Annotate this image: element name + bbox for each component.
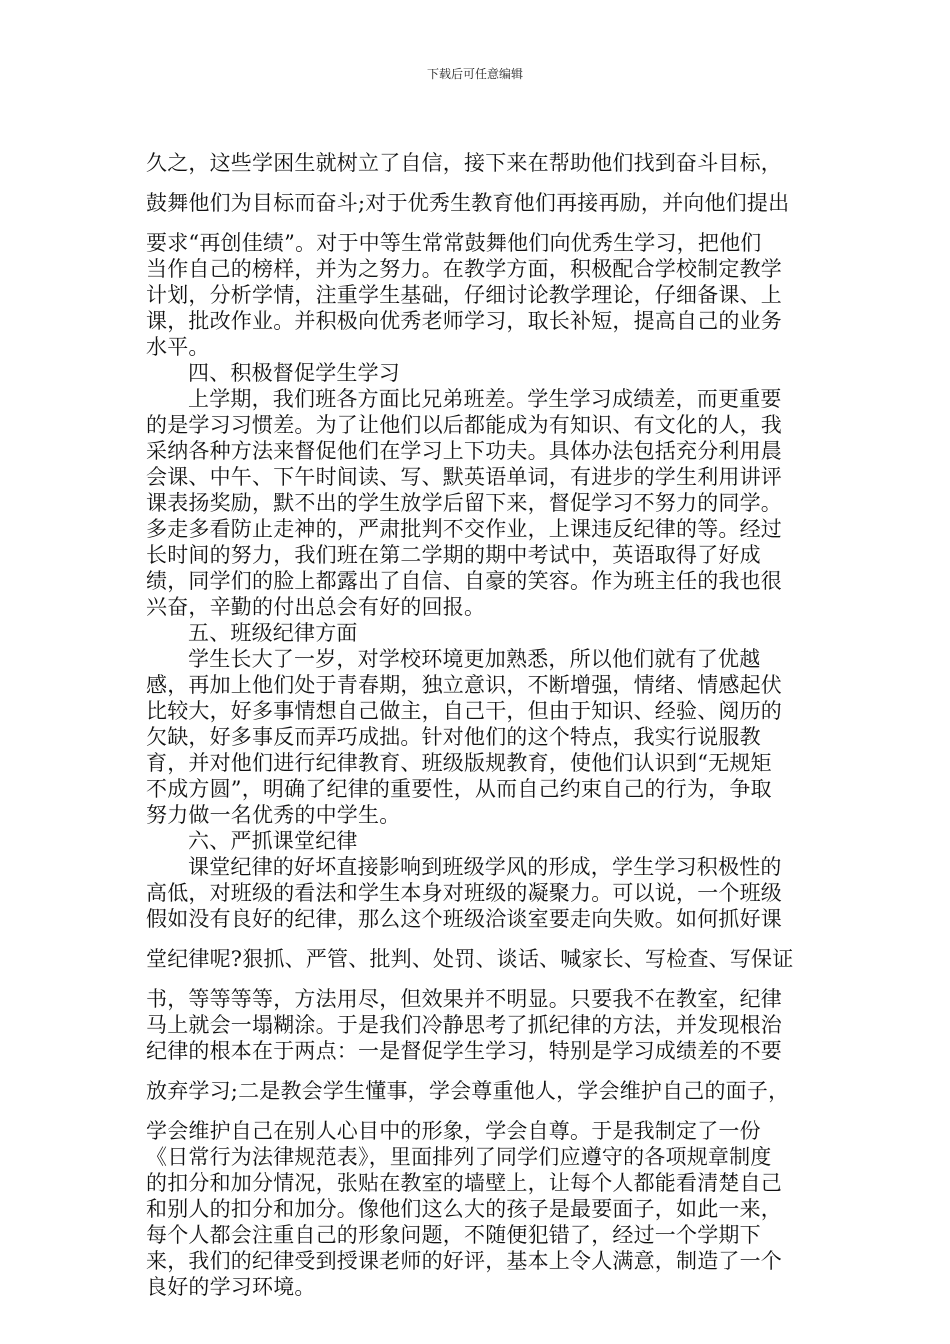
- page-header-note: 下载后可任意编辑: [426, 67, 523, 81]
- paragraph-line: 课堂纪律的好坏直接影响到班级学风的形成，学生学习积极性的: [188, 855, 782, 879]
- paragraph-line: 课表扬奖励，默不出的学生放学后留下来，督促学习不努力的同学。: [146, 491, 782, 515]
- paragraph-line: 来，我们的纪律受到授课老师的好评，基本上令人满意，制造了一个: [146, 1249, 782, 1273]
- paragraph-line: 假如没有良好的纪律，那么这个班级洽谈室要走向失败。如何抓好课: [146, 907, 782, 931]
- paragraph-line: 书，等等等等，方法用尽，但效果并不明显。只要我不在教室，纪律: [146, 987, 782, 1011]
- paragraph-line: 堂纪律呢?狠抓、严管、批判、处罚、谈话、喊家长、写检查、写保证: [146, 947, 794, 971]
- paragraph-line: 良好的学习环境。: [146, 1275, 316, 1299]
- paragraph-line: 感，再加上他们处于青春期，独立意识，不断增强，情绪、情感起伏: [146, 673, 782, 697]
- paragraph-line: 的扣分和加分情况，张贴在教室的墙壁上，让每个人都能看清楚自己: [146, 1171, 782, 1195]
- paragraph-line: 放弃学习;二是教会学生懂事，学会尊重他人，学会维护自己的面子，: [146, 1079, 790, 1103]
- paragraph-line: 兴奋，辛勤的付出总会有好的回报。: [146, 595, 486, 619]
- section-heading: 五、班级纪律方面: [188, 621, 358, 645]
- paragraph-line: 《日常行为法律规范表》，里面排列了同学们应遵守的各项规章制度: [146, 1145, 772, 1169]
- paragraph-line: 水平。: [146, 335, 210, 359]
- paragraph-line: 每个人都会注重自己的形象问题，不随便犯错了，经过一个学期下: [146, 1223, 761, 1247]
- paragraph-line: 育，并对他们进行纪律教育、班级版规教育，使他们认识到“无规矩: [146, 751, 772, 775]
- paragraph-line: 会课、中午、下午时间读、写、默英语单词，有进步的学生利用讲评: [146, 465, 782, 489]
- paragraph-line: 纪律的根本在于两点：一是督促学生学习，特别是学习成绩差的不要: [146, 1039, 782, 1063]
- paragraph-line: 高低，对班级的看法和学生本身对班级的凝聚力。可以说，一个班级: [146, 881, 782, 905]
- paragraph-line: 绩，同学们的脸上都露出了自信、自豪的笑容。作为班主任的我也很: [146, 569, 782, 593]
- paragraph-line: 上学期，我们班各方面比兄弟班差。学生学习成绩差，而更重要: [188, 387, 782, 411]
- paragraph-line: 久之，这些学困生就树立了自信，接下来在帮助他们找到奋斗目标，: [146, 151, 782, 175]
- paragraph-line: 不成方圆”，明确了纪律的重要性，从而自己约束自己的行为，争取: [146, 777, 772, 801]
- paragraph-line: 采纳各种方法来督促他们在学习上下功夫。具体办法包括充分利用晨: [146, 439, 782, 463]
- paragraph-line: 和别人的扣分和加分。像他们这么大的孩子是最要面子，如此一来，: [146, 1197, 782, 1221]
- section-heading: 六、严抓课堂纪律: [188, 829, 358, 853]
- paragraph-line: 努力做一名优秀的中学生。: [146, 803, 401, 827]
- paragraph-line: 长时间的努力，我们班在第二学期的期中考试中，英语取得了好成: [146, 543, 761, 567]
- paragraph-line: 比较大，好多事情想自己做主，自己干，但由于知识、经验、阅历的: [146, 699, 782, 723]
- paragraph-line: 要求“再创佳绩”。对于中等生常常鼓舞他们向优秀生学习，把他们: [146, 231, 762, 255]
- paragraph-line: 的是学习习惯差。为了让他们以后都能成为有知识、有文化的人，我: [146, 413, 782, 437]
- paragraph-line: 多走多看防止走神的，严肃批判不交作业，上课违反纪律的等。经过: [146, 517, 782, 541]
- paragraph-line: 学生长大了一岁，对学校环境更加熟悉，所以他们就有了优越: [188, 647, 761, 671]
- paragraph-line: 当作自己的榜样，并为之努力。在教学方面，积极配合学校制定教学: [146, 257, 782, 281]
- paragraph-line: 计划，分析学情，注重学生基础，仔细讨论教学理论，仔细备课、上: [146, 283, 782, 307]
- paragraph-line: 学会维护自己在别人心目中的形象，学会自尊。于是我制定了一份: [146, 1119, 761, 1143]
- section-heading: 四、积极督促学生学习: [188, 361, 400, 385]
- paragraph-line: 课，批改作业。并积极向优秀老师学习，取长补短，提高自己的业务: [146, 309, 782, 333]
- paragraph-line: 欠缺，好多事反而弄巧成拙。针对他们的这个特点，我实行说服教: [146, 725, 761, 749]
- paragraph-line: 马上就会一塌糊涂。于是我们冷静思考了抓纪律的方法，并发现根治: [146, 1013, 782, 1037]
- paragraph-line: 鼓舞他们为目标而奋斗;对于优秀生教育他们再接再励，并向他们提出: [146, 191, 790, 215]
